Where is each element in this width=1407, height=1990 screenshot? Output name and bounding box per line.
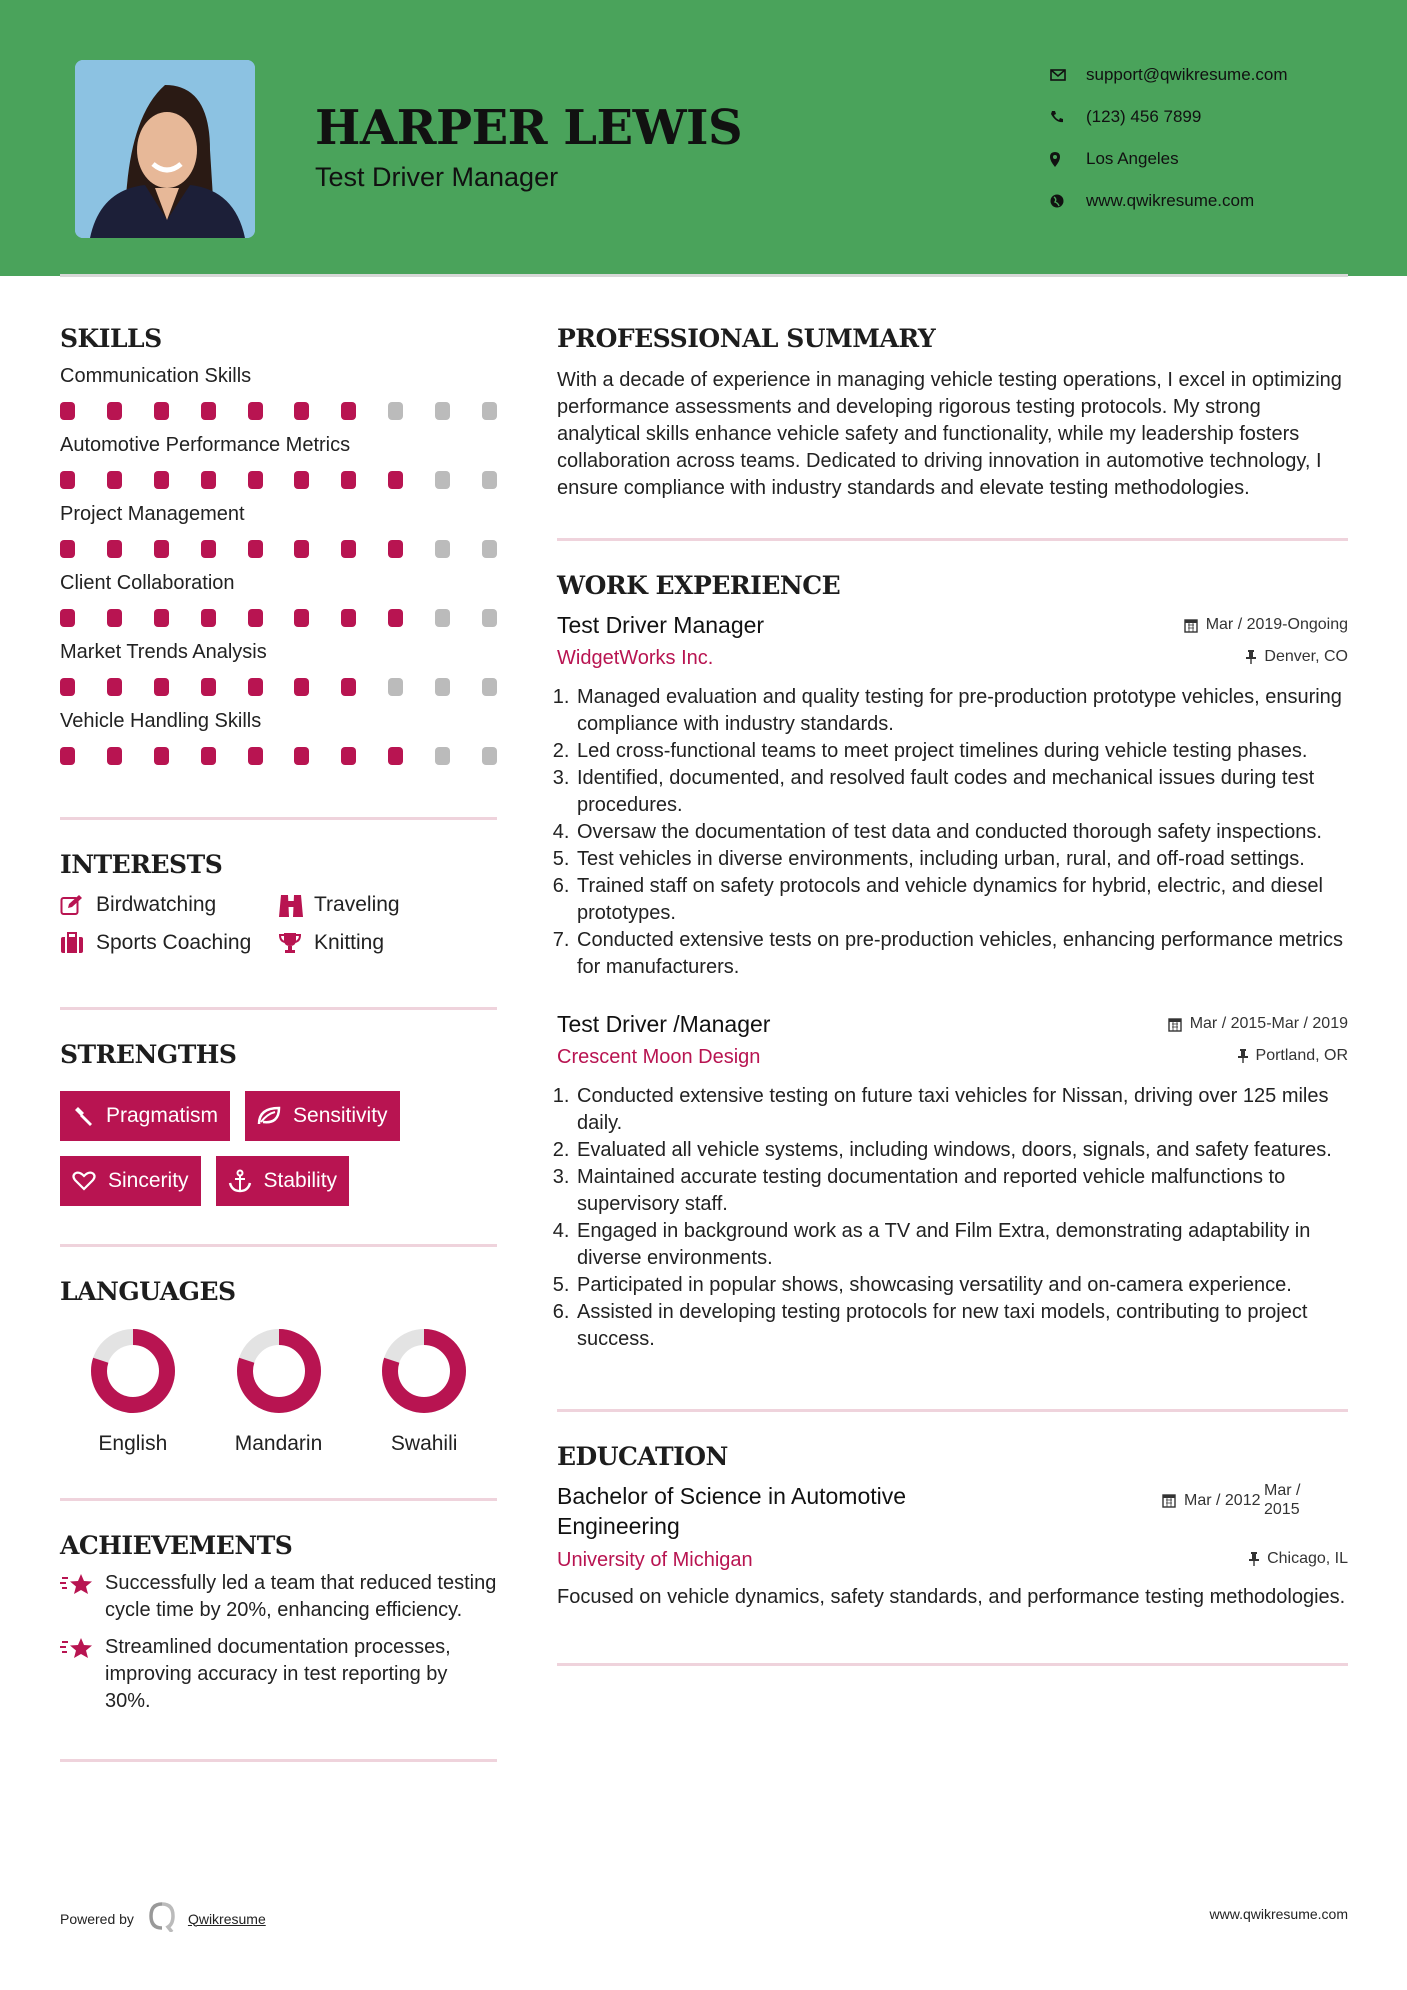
calendar-icon xyxy=(1184,617,1198,633)
rating-dot-filled xyxy=(294,747,309,765)
job-bullet: 4. Engaged in background work as a TV and Film Extra, demonstrating adaptability in diverse environments. xyxy=(575,1218,1348,1272)
rating-dot-filled xyxy=(107,471,122,489)
rating-dot-filled xyxy=(60,540,75,558)
rating-dot-filled xyxy=(107,402,122,420)
job-bullet: 7. Conducted extensive tests on pre-production vehicles, enhancing performance metrics for manufacturers. xyxy=(575,927,1348,981)
rating-dot-empty xyxy=(482,540,497,558)
rating-dot-filled xyxy=(60,471,75,489)
education-location xyxy=(1249,1550,1348,1568)
rating-dot-filled xyxy=(341,540,356,558)
gavel-icon xyxy=(72,1105,94,1127)
school-name: University of Michigan xyxy=(557,1549,753,1571)
job-bullet: 4. Oversaw the documentation of test data and conducted thorough safety inspections. xyxy=(575,819,1348,846)
job-location-text: Denver, CO xyxy=(1264,648,1348,665)
job-bullet: 6. Assisted in developing testing protocols for new taxi models, contributing to project success. xyxy=(575,1299,1348,1353)
skill-rating xyxy=(60,402,497,420)
job-dates-text: Mar / 2019-Ongoing xyxy=(1205,616,1348,633)
footer-powered-by xyxy=(60,1902,266,1935)
rating-dot-empty xyxy=(482,471,497,489)
section-divider xyxy=(557,538,1348,541)
interest-item xyxy=(60,931,278,955)
rating-dot-filled xyxy=(107,678,122,696)
rating-dot-empty xyxy=(388,678,403,696)
achievement-item xyxy=(60,1570,497,1624)
rating-dot-filled xyxy=(201,747,216,765)
job-bullet: 1. Managed evaluation and quality testing for pre-production prototype vehicles, ensuring compliance with industry standards. xyxy=(575,684,1348,738)
rating-dot-filled xyxy=(60,609,75,627)
strength-label: Stability xyxy=(263,1169,338,1192)
section-divider xyxy=(60,1759,497,1762)
job-dates-text: Mar / 2015-Mar / 2019 xyxy=(1189,1015,1348,1032)
job-bullets xyxy=(557,1083,1348,1353)
skill-label: Project Management xyxy=(60,503,245,525)
rating-dot-filled xyxy=(248,678,263,696)
contact-phone[interactable] xyxy=(1050,96,1288,138)
language-item xyxy=(351,1328,497,1456)
skill-rating xyxy=(60,471,497,489)
rating-dot-filled xyxy=(294,678,309,696)
skill-label: Vehicle Handling Skills xyxy=(60,710,262,732)
degree-title: Bachelor of Science in Automotive Engineering xyxy=(557,1483,907,1539)
right-column xyxy=(557,300,1348,1666)
rating-dot-empty xyxy=(435,678,450,696)
job-title: Test Driver /Manager xyxy=(557,1011,771,1037)
pushpin-icon xyxy=(1238,1049,1248,1063)
rating-dot-filled xyxy=(341,402,356,420)
education-description: Focused on vehicle dynamics, safety standards, and performance testing methodologies. xyxy=(557,1586,1346,1608)
candidate-title: Test Driver Manager xyxy=(315,162,559,192)
binoculars-icon xyxy=(278,893,314,917)
rating-dot-filled xyxy=(294,609,309,627)
phone-icon xyxy=(1050,110,1086,124)
envelope-icon xyxy=(1050,69,1086,81)
summary-text: With a decade of experience in managing vehicle testing operations, I excel in optimizing performance assessments and developing rigorous testing protocols. My strong analytical skills enhance vehicle safety and functionality, while my leadership fosters collaboration across teams. Dedicated to driving innovation in automotive technology, I ensure compliance with industry standards and elevate testing methodologies. xyxy=(557,369,1342,499)
map-marker-icon xyxy=(1050,152,1086,167)
skill-rating xyxy=(60,540,497,558)
job-entry xyxy=(557,1011,1348,1353)
rating-dot-filled xyxy=(107,747,122,765)
skill-rating xyxy=(60,678,497,696)
shooting-star-icon xyxy=(60,1570,105,1624)
rating-dot-filled xyxy=(201,609,216,627)
achievement-item xyxy=(60,1634,497,1715)
rating-dot-filled xyxy=(107,540,122,558)
rating-dot-empty xyxy=(482,609,497,627)
profile-photo xyxy=(75,60,255,238)
contact-website-text: www.qwikresume.com xyxy=(1086,191,1255,210)
contact-location xyxy=(1050,138,1288,180)
education-heading: EDUCATION xyxy=(557,1442,728,1471)
job-location xyxy=(1238,1047,1348,1065)
rating-dot-filled xyxy=(248,747,263,765)
rating-dot-filled xyxy=(60,678,75,696)
strength-tag xyxy=(60,1156,201,1206)
rating-dot-filled xyxy=(341,747,356,765)
rating-dot-filled xyxy=(60,402,75,420)
education-dates xyxy=(1162,1481,1312,1519)
interest-item xyxy=(278,893,478,917)
rating-dot-empty xyxy=(388,402,403,420)
section-divider xyxy=(557,1663,1348,1666)
rating-dot-filled xyxy=(201,402,216,420)
language-label: Swahili xyxy=(390,1432,458,1455)
trophy-icon xyxy=(278,932,314,954)
section-divider xyxy=(60,1498,497,1501)
rating-dot-filled xyxy=(201,540,216,558)
rating-dot-filled xyxy=(341,678,356,696)
rating-dot-filled xyxy=(201,471,216,489)
job-bullet: 6. Trained staff on safety protocols and vehicle dynamics for hybrid, electric, and diesel prototypes. xyxy=(575,873,1348,927)
rating-dot-filled xyxy=(294,540,309,558)
rating-dot-filled xyxy=(294,402,309,420)
globe-icon xyxy=(1050,194,1086,208)
company-name: WidgetWorks Inc. xyxy=(557,647,714,669)
strengths-heading: STRENGTHS xyxy=(60,1040,237,1069)
contact-phone-text: (123) 456 7899 xyxy=(1086,107,1202,126)
section-divider xyxy=(557,1409,1348,1412)
qwikresume-link[interactable]: Qwikresume xyxy=(187,1910,266,1927)
contact-list xyxy=(1050,54,1288,222)
heart-icon xyxy=(72,1171,96,1191)
strength-tag xyxy=(216,1156,350,1206)
rating-dot-filled xyxy=(388,471,403,489)
achievement-text: Successfully led a team that reduced testing cycle time by 20%, enhancing efficiency. xyxy=(105,1572,497,1621)
language-donut-chart xyxy=(90,1328,176,1414)
candidate-name: HARPER LEWIS xyxy=(315,100,743,156)
rating-dot-empty xyxy=(435,609,450,627)
rating-dot-filled xyxy=(388,747,403,765)
interest-label: Sports Coaching xyxy=(96,931,252,954)
skills-heading: SKILLS xyxy=(60,324,162,353)
pushpin-icon xyxy=(1246,650,1256,664)
company-name: Crescent Moon Design xyxy=(557,1046,761,1068)
skill-label: Communication Skills xyxy=(60,365,252,387)
shooting-star-icon xyxy=(60,1634,105,1715)
job-bullet: 1. Conducted extensive testing on future taxi vehicles for Nissan, driving over 125 miles daily. xyxy=(575,1083,1348,1137)
strength-label: Sensitivity xyxy=(293,1104,388,1127)
contact-location-text: Los Angeles xyxy=(1086,149,1179,168)
rating-dot-filled xyxy=(294,471,309,489)
skill-rating xyxy=(60,747,497,765)
strength-label: Sincerity xyxy=(108,1169,189,1192)
job-entry xyxy=(557,612,1348,981)
section-divider xyxy=(60,1244,497,1247)
job-bullet: 5. Test vehicles in diverse environments, including urban, rural, and off-road settings. xyxy=(575,846,1348,873)
anchor-icon xyxy=(228,1169,252,1193)
edit-icon xyxy=(60,894,96,916)
resume-header xyxy=(0,0,1407,276)
rating-dot-filled xyxy=(154,471,169,489)
rating-dot-filled xyxy=(388,540,403,558)
rating-dot-empty xyxy=(482,402,497,420)
qwikresume-logo-icon xyxy=(148,1902,176,1935)
rating-dot-filled xyxy=(248,471,263,489)
strengths-list xyxy=(60,1091,497,1206)
achievements-list xyxy=(60,1570,497,1715)
job-bullets xyxy=(557,684,1348,981)
languages-heading: LANGUAGES xyxy=(60,1277,236,1306)
job-bullet: 3. Identified, documented, and resolved fault codes and mechanical issues during test procedures. xyxy=(575,765,1348,819)
interests-list xyxy=(60,893,497,955)
rating-dot-filled xyxy=(341,471,356,489)
skill-label: Client Collaboration xyxy=(60,572,235,594)
job-dates xyxy=(1168,1015,1348,1033)
interest-item xyxy=(60,893,278,917)
job-bullet: 3. Maintained accurate testing documentation and reported vehicle malfunctions to supervisory staff. xyxy=(575,1164,1348,1218)
strength-tag xyxy=(245,1091,400,1141)
strength-tag xyxy=(60,1091,230,1141)
rating-dot-filled xyxy=(154,678,169,696)
interests-heading: INTERESTS xyxy=(60,850,223,879)
skill-rating xyxy=(60,609,497,627)
interest-item xyxy=(278,931,478,955)
pushpin-icon xyxy=(1249,1552,1259,1566)
job-bullet: 5. Participated in popular shows, showcasing versatility and on-camera experience. xyxy=(575,1272,1348,1299)
calendar-icon xyxy=(1162,1492,1176,1508)
rating-dot-filled xyxy=(201,678,216,696)
language-item xyxy=(206,1328,352,1456)
skills-list xyxy=(60,365,497,765)
rating-dot-empty xyxy=(435,402,450,420)
left-column xyxy=(60,300,497,1762)
education-start: Mar / 2012 xyxy=(1184,1491,1261,1509)
rating-dot-filled xyxy=(107,609,122,627)
section-divider xyxy=(60,817,497,820)
rating-dot-filled xyxy=(154,609,169,627)
language-label: English xyxy=(98,1432,168,1455)
rating-dot-empty xyxy=(435,471,450,489)
languages-list xyxy=(60,1328,497,1456)
portrait-image xyxy=(75,60,255,238)
achievement-text: Streamlined documentation processes, improving accuracy in test reporting by 30%. xyxy=(105,1636,451,1712)
jobs-list xyxy=(557,612,1348,1353)
rating-dot-empty xyxy=(435,540,450,558)
contact-email[interactable] xyxy=(1050,54,1288,96)
rating-dot-filled xyxy=(248,402,263,420)
rating-dot-filled xyxy=(388,609,403,627)
rating-dot-filled xyxy=(154,747,169,765)
footer-website[interactable]: www.qwikresume.com xyxy=(1209,1906,1348,1922)
interest-label: Birdwatching xyxy=(96,893,217,916)
job-bullet: 2. Evaluated all vehicle systems, including windows, doors, signals, and safety features. xyxy=(575,1137,1348,1164)
education-location-text: Chicago, IL xyxy=(1267,1550,1348,1567)
language-donut-chart xyxy=(236,1328,322,1414)
rating-dot-filled xyxy=(248,609,263,627)
rating-dot-empty xyxy=(482,678,497,696)
rating-dot-filled xyxy=(60,747,75,765)
leaf-icon xyxy=(257,1106,281,1126)
contact-website[interactable] xyxy=(1050,180,1288,222)
job-bullet: 2. Led cross-functional teams to meet project timelines during vehicle testing phases. xyxy=(575,738,1348,765)
strength-label: Pragmatism xyxy=(106,1104,219,1127)
rating-dot-filled xyxy=(154,540,169,558)
header-divider xyxy=(60,274,1348,277)
rating-dot-empty xyxy=(435,747,450,765)
achievements-heading: ACHIEVEMENTS xyxy=(60,1531,293,1560)
contact-email-text: support@qwikresume.com xyxy=(1086,65,1288,84)
rating-dot-filled xyxy=(248,540,263,558)
rating-dot-empty xyxy=(482,747,497,765)
job-dates xyxy=(1184,616,1348,634)
section-divider xyxy=(60,1007,497,1010)
calendar-icon xyxy=(1168,1016,1182,1032)
education-end: Mar / 2015 xyxy=(1264,1482,1301,1518)
job-title: Test Driver Manager xyxy=(557,612,765,638)
powered-by-label: Powered by xyxy=(60,1910,134,1927)
rating-dot-filled xyxy=(341,609,356,627)
education-entry xyxy=(557,1481,1348,1611)
language-donut-chart xyxy=(381,1328,467,1414)
skill-label: Market Trends Analysis xyxy=(60,641,267,663)
skill-label: Automotive Performance Metrics xyxy=(60,434,351,456)
job-location xyxy=(1246,648,1348,666)
interest-label: Knitting xyxy=(314,931,385,954)
summary-heading: PROFESSIONAL SUMMARY xyxy=(557,324,936,353)
language-label: Mandarin xyxy=(234,1432,323,1455)
language-item xyxy=(60,1328,206,1456)
rating-dot-filled xyxy=(154,402,169,420)
interest-label: Traveling xyxy=(314,893,400,916)
experience-heading: WORK EXPERIENCE xyxy=(557,571,841,600)
job-location-text: Portland, OR xyxy=(1255,1047,1348,1064)
suitcase-icon xyxy=(60,932,96,954)
